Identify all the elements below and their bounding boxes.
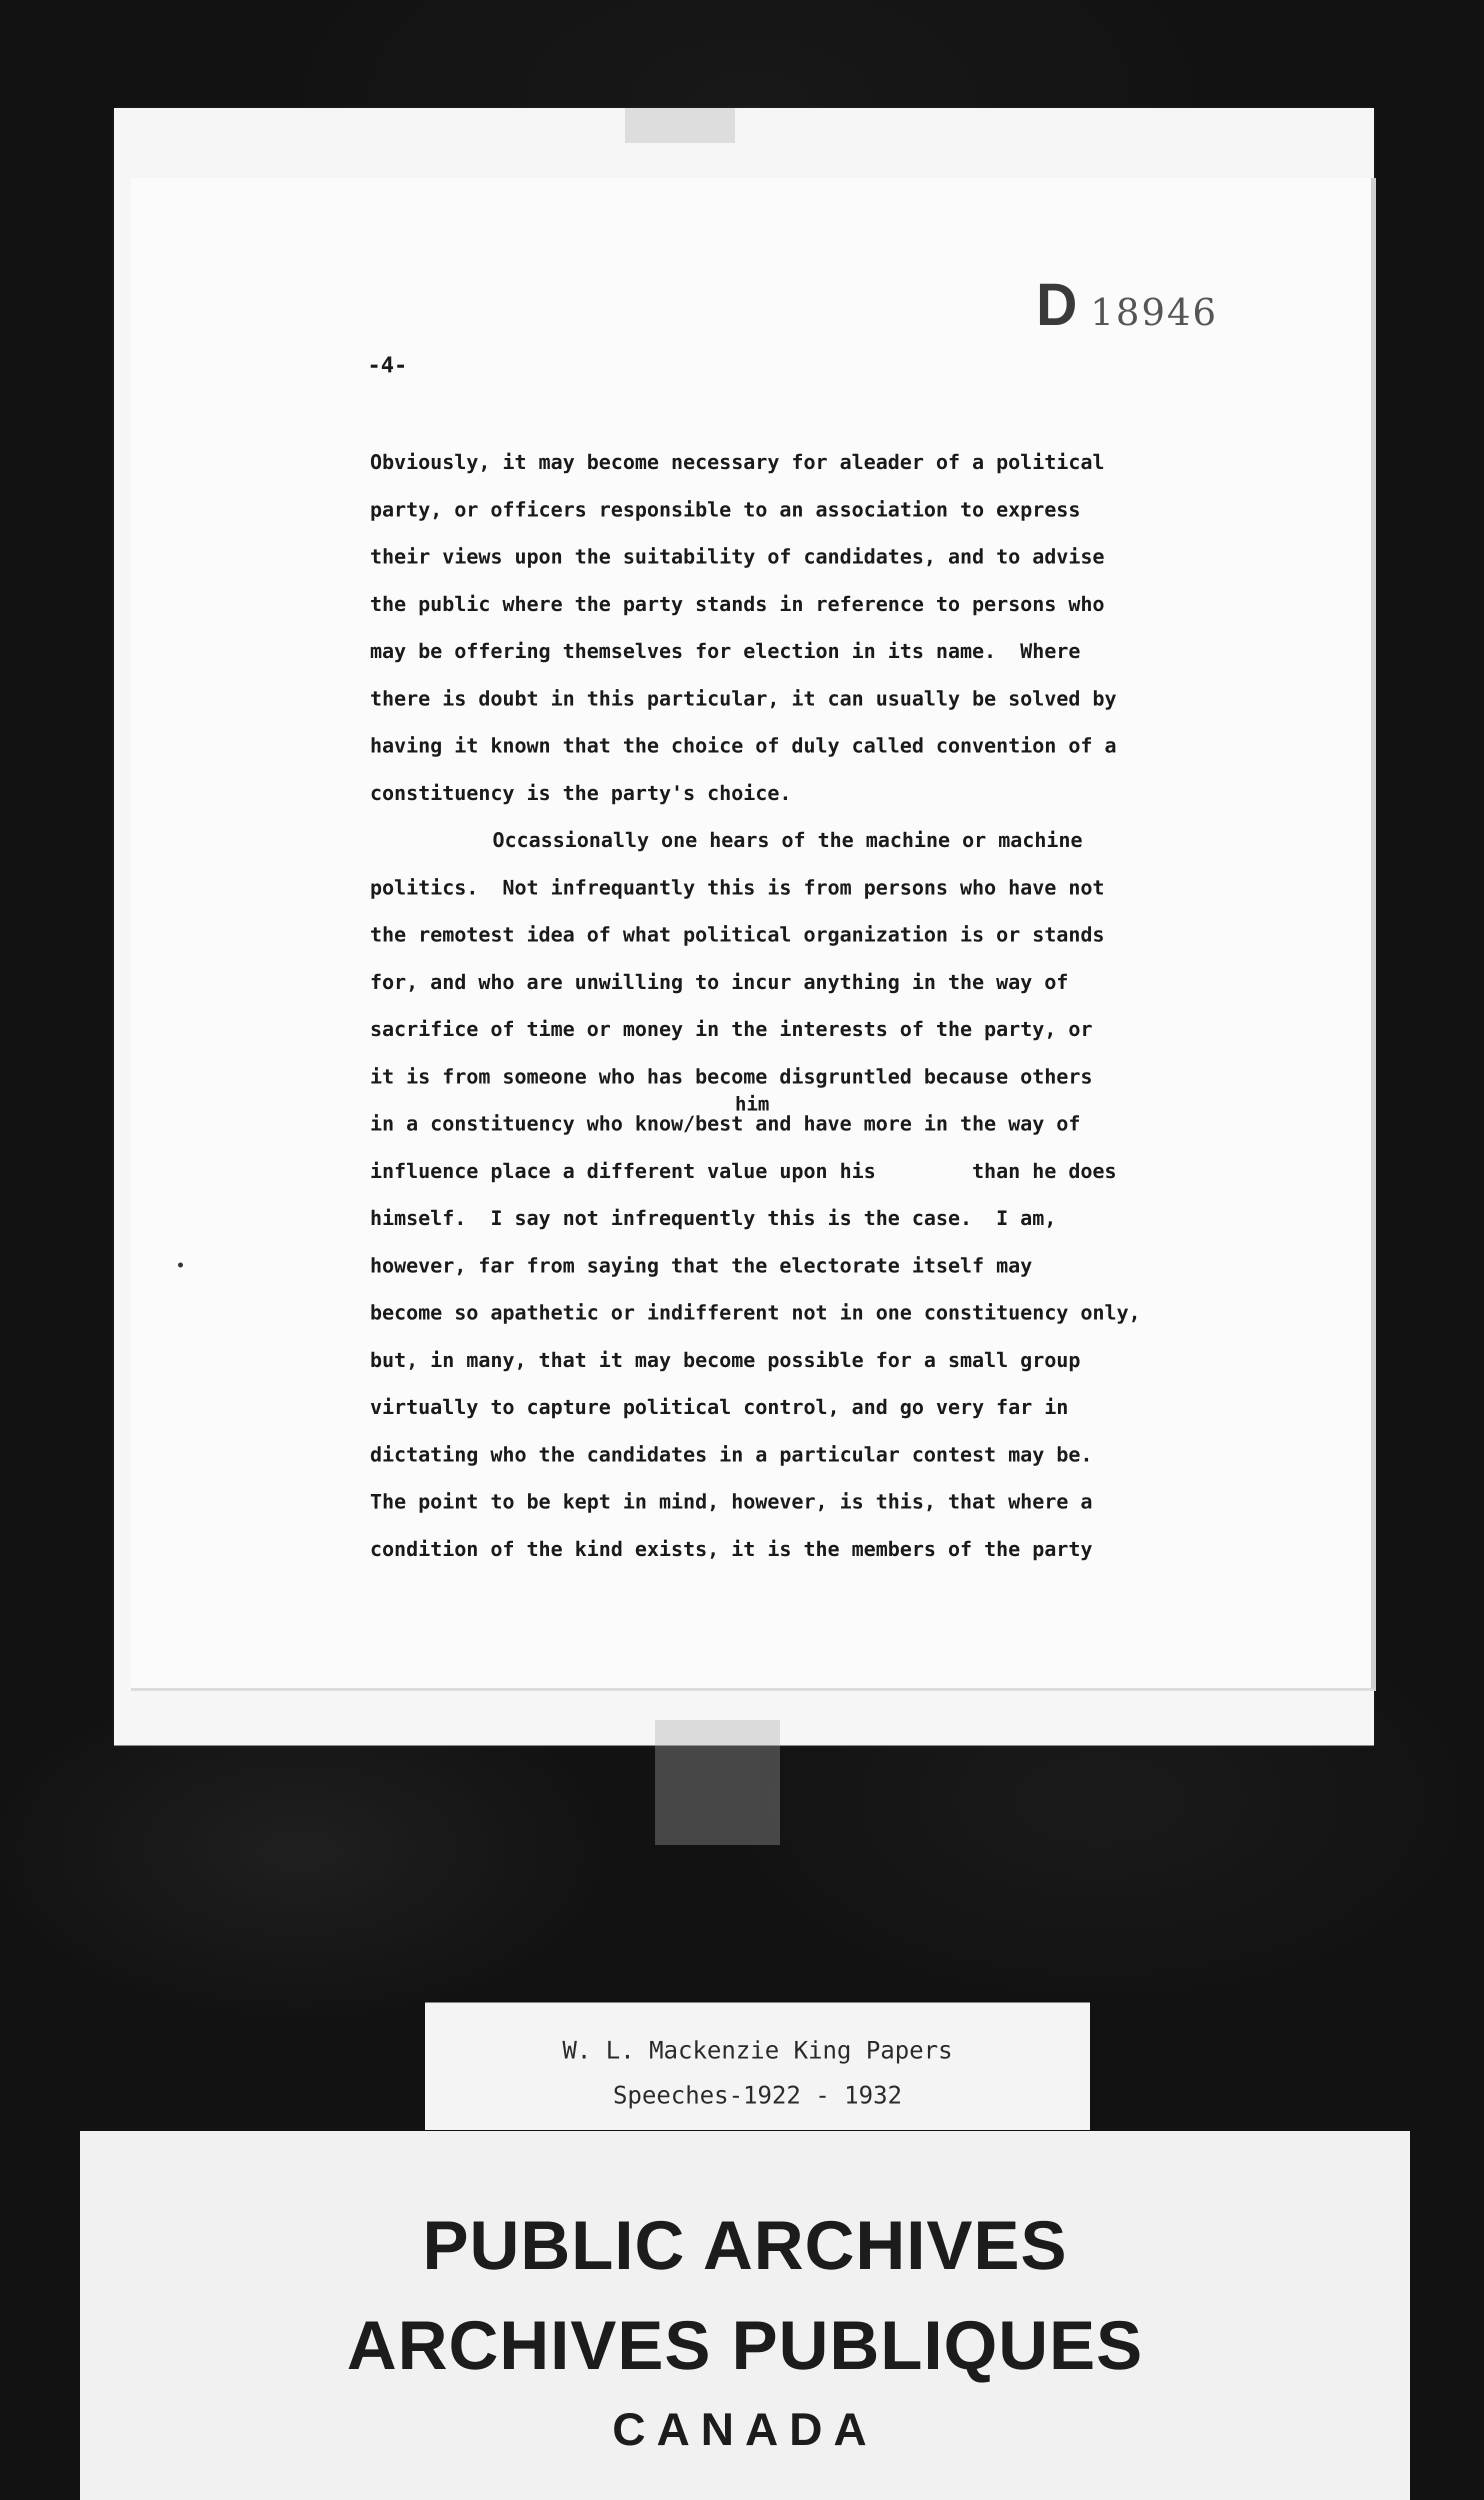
archives-label-french: ARCHIVES PUBLIQUES — [346, 2307, 1144, 2384]
text-line: however, far from saying that the electorate itself may — [370, 1254, 1032, 1278]
text-line: The point to be kept in mind, however, is this, that where a — [370, 1490, 1092, 1514]
text-line: the public where the party stands in reference to persons who — [370, 592, 1105, 616]
text-line: dictating who the candidates in a particular contest may be. — [370, 1443, 1092, 1466]
text-line: politics. Not infrequantly this is from persons who have not — [370, 876, 1105, 900]
document-number: 18946 — [1090, 291, 1218, 334]
text-line: influence place a different value upon his than he does — [370, 1160, 1117, 1183]
text-line: for, and who are unwilling to incur anything in the way of — [370, 970, 1068, 994]
text-line: having it known that the choice of duly called convention of a — [370, 734, 1117, 758]
text-line: the remotest idea of what political organization is or stands — [370, 924, 1105, 946]
text-line: condition of the kind exists, it is the members of the party — [370, 1538, 1092, 1561]
collection-label — [425, 2002, 1090, 2130]
text-line: party, or officers responsible to an association to express — [370, 498, 1080, 522]
collection-label-title: W. L. Mackenzie King Papers — [562, 2036, 953, 2064]
collection-label-series: Speeches-1922 - 1932 — [613, 2082, 902, 2110]
ink-speck — [178, 1262, 183, 1268]
text-line: it is from someone who has become disgruntled because others — [370, 1065, 1092, 1088]
tape-strip-top — [625, 108, 735, 143]
text-line: himself. I say not infrequently this is the case. I am, — [370, 1207, 1056, 1230]
text-line: virtually to capture political control, and go very far in — [370, 1396, 1068, 1419]
text-line: their views upon the suitability of candidates, and to advise — [370, 546, 1105, 568]
text-line: Occassionally one hears of the machine or machine — [492, 829, 1083, 852]
archives-label — [80, 2131, 1410, 2500]
stamp-letter: D — [1036, 271, 1080, 338]
archives-label-english: PUBLIC ARCHIVES — [422, 2207, 1068, 2284]
text-line: but, in many, that it may become possible for a small group — [370, 1348, 1080, 1372]
archives-label-country: CANADA — [612, 2404, 878, 2455]
text-line: there is doubt in this particular, it can usually be solved by — [370, 687, 1117, 710]
text-line: constituency is the party's choice. — [370, 782, 792, 805]
interlinear-insert: him — [735, 1093, 770, 1115]
tape-strip-bottom — [655, 1720, 780, 1845]
text-line: may be offering themselves for election in its name. Where — [370, 640, 1080, 663]
text-line: in a constituency who know/best and have more in the way of — [370, 1112, 1080, 1136]
text-line: become so apathetic or indifferent not in one constituency only, — [370, 1302, 1141, 1324]
typed-text-body — [370, 439, 1210, 1573]
text-line: sacrifice of time or money in the interests of the party, or — [370, 1018, 1092, 1041]
text-line: Obviously, it may become necessary for aleader of a political — [370, 451, 1105, 474]
document-number-stamp — [1035, 270, 1218, 339]
page-number: -4- — [368, 352, 408, 378]
